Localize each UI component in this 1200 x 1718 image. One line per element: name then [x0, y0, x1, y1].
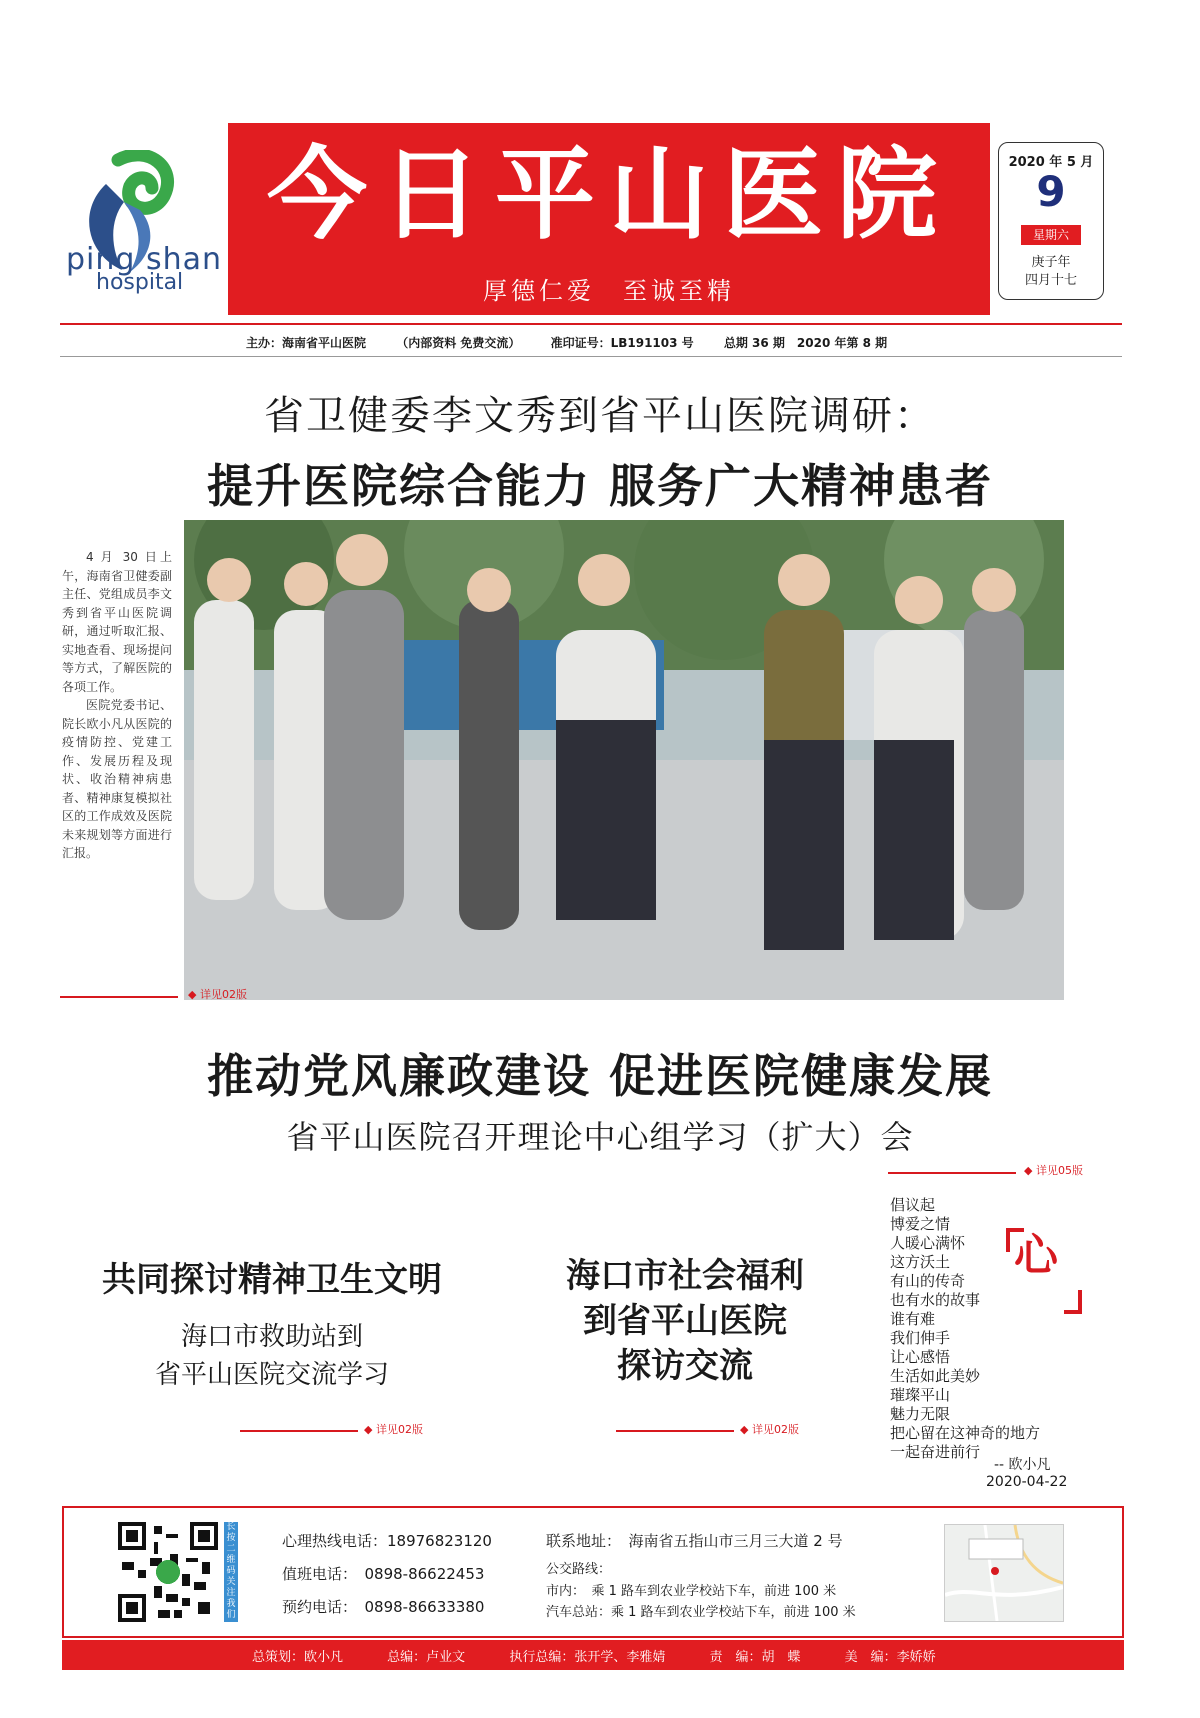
permit-number: 准印证号：LB191103 号 [550, 336, 694, 350]
hospital-motto: 厚德仁爱 至诚至精 [483, 277, 735, 305]
second-story-rule [888, 1172, 1016, 1174]
lead-story-photo [184, 520, 1064, 1000]
third-story-rule [240, 1430, 358, 1432]
lead-paragraph-2: 医院党委书记、院长欧小凡从医院的疫情防控、党建工作、发展历程及现状、收治精神病患者、精神康复模拟社区的工作成效及医院未来规划等方面进行汇报。 [62, 698, 172, 860]
third-story-title: 共同探讨精神卫生文明 [102, 1260, 442, 1300]
poem-line: 魅力无限 [890, 1405, 951, 1423]
poem-line: 谁有难 [890, 1310, 936, 1328]
fourth-story-title-line3: 探访交流 [617, 1346, 753, 1386]
poem-date: 2020-04-22 [986, 1474, 1068, 1490]
masthead-banner [228, 123, 990, 315]
third-story-subtitle-line2: 省平山医院交流学习 [154, 1360, 389, 1390]
date-weekday: 星期六 [1021, 225, 1081, 245]
sponsor: 主办：海南省平山医院 [246, 336, 367, 350]
heart-character: 心 [1014, 1230, 1058, 1281]
lead-story-subtitle: 省卫健委李文秀到省平山医院调研： [264, 393, 936, 439]
location-map-icon [944, 1524, 1064, 1622]
issue-number: 总期 36 期 2020 年第 8 期 [723, 336, 888, 350]
booking-phone: 预约电话： 0898-86633380 [282, 1598, 485, 1616]
credit-executive-editor: 执行总编：张开学、李雅婧 [509, 1650, 666, 1665]
date-year-month: 2020 年 5 月 [1008, 155, 1094, 170]
see-page-link[interactable]: ◆ 详见02版 [364, 1423, 423, 1436]
fourth-story-rule [616, 1430, 734, 1432]
see-page-link[interactable]: ◆ 详见05版 [1024, 1164, 1083, 1177]
credit-chief-editor: 总编：卢业文 [387, 1650, 466, 1665]
see-page-link[interactable]: ◆ 详见02版 [188, 988, 247, 1001]
lead-story-title: 提升医院综合能力 服务广大精神患者 [206, 459, 993, 513]
bus-route-station: 汽车总站：乘 1 路车到农业学校站下车，前进 100 米 [546, 1605, 856, 1620]
poem-line: 让心感悟 [890, 1348, 951, 1366]
logo-text-pingshan: ping shan [66, 242, 223, 277]
credit-planner: 总策划：欧小凡 [252, 1650, 344, 1665]
lead-story-text [62, 548, 172, 863]
duty-phone: 值班电话： 0898-86622453 [282, 1565, 485, 1583]
address: 联系地址： 海南省五指山市三月三大道 2 号 [546, 1532, 843, 1550]
credit-art-editor: 美 编：李娇娇 [844, 1650, 936, 1665]
photo-rule [60, 996, 178, 998]
lead-paragraph-1: 4 月 30 日上午，海南省卫健委副主任、党组成员李文秀到省平山医院调研，通过听取汇报、实地查看、现场提问等方式，了解医院的各项工作。 [62, 550, 172, 694]
fourth-story-title [500, 1254, 870, 1389]
heart-bracket-right [1064, 1290, 1082, 1314]
lunar-day: 四月十七 [1024, 273, 1077, 288]
poem-line: 我们伸手 [890, 1329, 951, 1347]
fourth-story-title-line1: 海口市社会福利 [566, 1256, 804, 1296]
logo-text-hospital: hospital [96, 270, 184, 295]
newspaper-title: 今日平山医院 [267, 135, 951, 253]
editorial-credits [252, 1646, 976, 1665]
qr-code-icon[interactable] [118, 1522, 218, 1622]
second-story-subtitle: 省平山医院召开理论中心组学习（扩大）会 [286, 1118, 914, 1156]
third-story-subtitle-line1: 海口市救助站到 [180, 1322, 363, 1352]
poem-author: -- 欧小凡 [994, 1457, 1051, 1473]
masthead-divider [60, 323, 1122, 325]
poem-line: 把心留在这神奇的地方 [890, 1424, 1041, 1442]
poem-line: 倡议起 [890, 1196, 936, 1214]
issue-date-box [998, 142, 1104, 300]
poem-line: 生活如此美妙 [890, 1367, 981, 1385]
see-page-link[interactable]: ◆ 详见02版 [740, 1423, 799, 1436]
poem-line: 博爱之情 [890, 1215, 951, 1233]
poem-line: 璀璨平山 [890, 1386, 951, 1404]
poem-line: 有山的传奇 [890, 1272, 966, 1290]
lunar-year: 庚子年 [1031, 255, 1071, 270]
poem-line: 这方沃土 [890, 1253, 951, 1271]
internal-note: （内部资料 免费交流） [396, 336, 521, 350]
psych-hotline: 心理热线电话：18976823120 [282, 1532, 492, 1550]
fourth-story-title-line2: 到省平山医院 [583, 1301, 787, 1341]
second-story-title: 推动党风廉政建设 促进医院健康发展 [206, 1049, 993, 1103]
info-divider [60, 356, 1122, 357]
bus-route-title: 公交路线： [546, 1562, 612, 1577]
date-day: 9 [1036, 167, 1066, 216]
credit-editor: 责 编：胡 蝶 [709, 1650, 801, 1665]
publication-info [246, 334, 913, 351]
poem-line: 人暖心满怀 [890, 1234, 966, 1252]
poem-line: 也有水的故事 [890, 1291, 981, 1309]
poem-line: 一起奋进前行 [890, 1443, 981, 1461]
qr-caption: 长按二维码关注我们 [224, 1522, 238, 1622]
bus-route-city: 市内： 乘 1 路车到农业学校站下车，前进 100 米 [546, 1584, 837, 1599]
